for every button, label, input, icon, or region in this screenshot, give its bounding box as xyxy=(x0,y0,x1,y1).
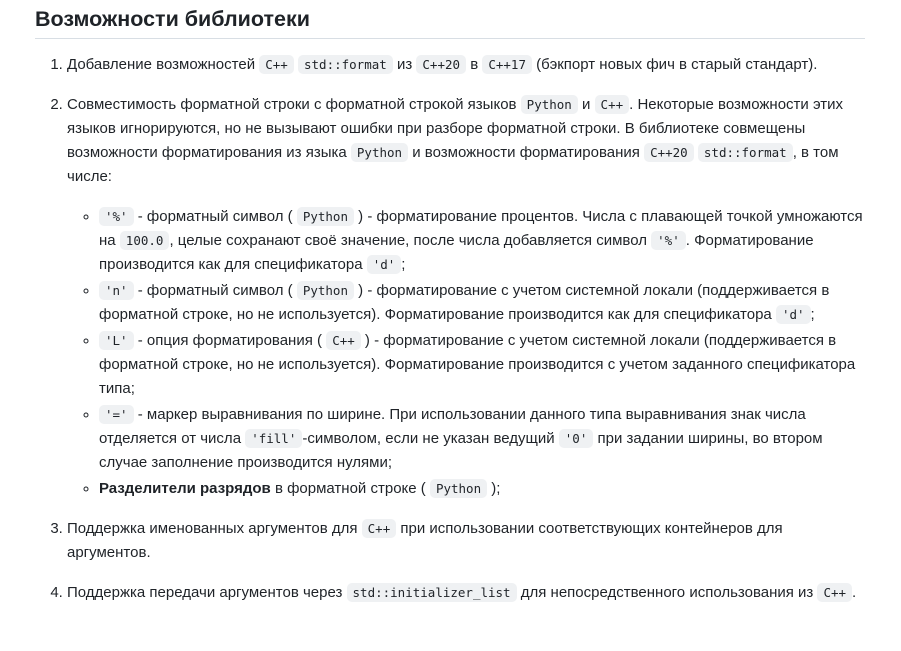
text-run: в xyxy=(466,56,483,73)
inline-code: C++20 xyxy=(416,55,466,74)
feature-list xyxy=(35,53,865,605)
text-run: Поддержка именованных аргументов для xyxy=(67,520,362,537)
text-run: -символом, если не указан ведущий xyxy=(302,430,559,447)
text-run: при задании ширины, во втором случае заполнение производится нулями; xyxy=(99,430,823,471)
inline-code: Python xyxy=(297,281,354,300)
sub-list-item xyxy=(99,477,865,501)
inline-code: std::format xyxy=(698,143,793,162)
text-run: (бэкпорт новых фич в старый стандарт). xyxy=(531,56,818,73)
text-run: для непосредственного использования из xyxy=(516,584,818,601)
text-run: ) - форматирование процентов. Числа с плавающей точкой умножаются на xyxy=(99,208,863,249)
text-run: при использовании соответствующих контейнеров для аргументов. xyxy=(67,520,783,561)
list-item-1 xyxy=(67,53,865,77)
text-run: из xyxy=(392,56,417,73)
text-run: , целые сохранают своё значение, после числа добавляется символ xyxy=(169,232,652,249)
text-run: , в том числе: xyxy=(67,144,839,185)
inline-code: 'd' xyxy=(776,305,811,324)
text-run: и возможности форматирования xyxy=(408,144,645,161)
inline-code: C++ xyxy=(259,55,294,74)
inline-code: 'fill' xyxy=(245,429,302,448)
inline-code: Python xyxy=(521,95,578,114)
inline-code: C++ xyxy=(326,331,361,350)
text-run: . Форматирование производится как для спецификатора xyxy=(99,232,814,273)
text-run: Совместимость форматной строки с форматной строкой языков xyxy=(67,96,521,113)
inline-code: 100.0 xyxy=(120,231,170,250)
inline-code: std::initializer_list xyxy=(347,583,517,602)
inline-code: '=' xyxy=(99,405,134,424)
text-run: - форматный символ ( xyxy=(133,282,297,299)
inline-code: C++20 xyxy=(644,143,694,162)
text-run: в форматной строке ( xyxy=(270,480,430,497)
inline-code: C++17 xyxy=(482,55,532,74)
inline-code: Python xyxy=(430,479,487,498)
list-item-4 xyxy=(67,581,865,605)
inline-code: '%' xyxy=(99,207,134,226)
text-run: . Некоторые возможности этих языков игнорируются, но не вызывают ошибки при разборе форматной строки. В библиотеке совмещены возможности форматирования из языка xyxy=(67,96,844,161)
inline-code: 'L' xyxy=(99,331,134,350)
inline-code: C++ xyxy=(595,95,630,114)
text-run: Добавление возможностей xyxy=(67,56,260,73)
sub-list-item xyxy=(99,403,865,475)
inline-code: std::format xyxy=(298,55,393,74)
sub-list-item xyxy=(99,329,865,401)
text-run: - форматный символ ( xyxy=(133,208,297,225)
text-run: - опция форматирования ( xyxy=(133,332,327,349)
bold-text: Разделители разрядов xyxy=(99,480,271,497)
text-run: и xyxy=(577,96,595,113)
text-run: Поддержка передачи аргументов через xyxy=(67,584,347,601)
section-heading: Возможности библиотеки xyxy=(35,0,865,39)
inline-code: Python xyxy=(297,207,354,226)
text-run: ) - форматирование с учетом системной локали (поддерживается в форматной строке, но не используется). Форматирование производится с учетом заданного спецификатора типа; xyxy=(99,332,856,397)
inline-code: 'n' xyxy=(99,281,134,300)
inline-code: C++ xyxy=(817,583,852,602)
inline-code: '%' xyxy=(651,231,686,250)
sub-list xyxy=(67,205,865,501)
list-item-2 xyxy=(67,93,865,501)
text-run: - маркер выравнивания по ширине. При использовании данного типа выравнивания знак числа отделяется от числа xyxy=(99,406,806,447)
text-run: ) - форматирование с учетом системной локали (поддерживается в форматной строке, но не используется). Форматирование производится как для спецификатора xyxy=(99,282,830,323)
inline-code: C++ xyxy=(362,519,397,538)
text-run: ); xyxy=(487,480,501,497)
text-run: ; xyxy=(810,306,815,323)
list-item-3 xyxy=(67,517,865,565)
inline-code: '0' xyxy=(559,429,594,448)
sub-list-item xyxy=(99,279,865,327)
text-run: . xyxy=(852,584,857,601)
text-run: ; xyxy=(401,256,406,273)
sub-list-item xyxy=(99,205,865,277)
inline-code: Python xyxy=(351,143,408,162)
inline-code: 'd' xyxy=(367,255,402,274)
